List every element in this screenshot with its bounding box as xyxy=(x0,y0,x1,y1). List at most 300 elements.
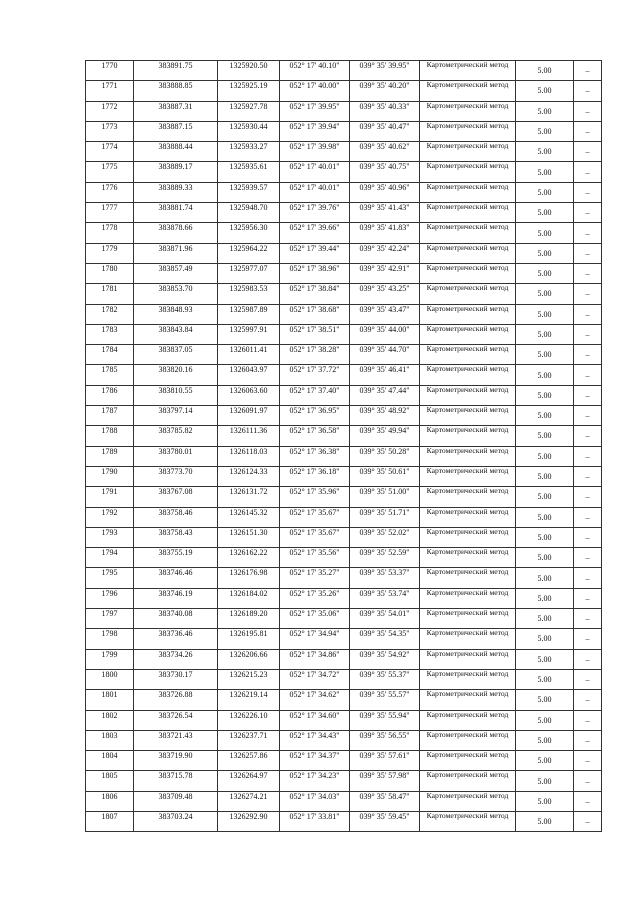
method-cell: Картометрический метод xyxy=(420,751,516,771)
point-number-cell: 1797 xyxy=(86,609,134,629)
note-cell: – xyxy=(574,406,602,426)
x-coordinate-cell: 383746.46 xyxy=(134,568,218,588)
x-coordinate-cell: 383853.70 xyxy=(134,284,218,304)
latitude-cell: 052° 17' 39.44" xyxy=(280,243,350,263)
point-number-cell: 1775 xyxy=(86,162,134,182)
y-coordinate-cell: 1325920.50 xyxy=(218,61,280,81)
latitude-cell: 052° 17' 38.28" xyxy=(280,345,350,365)
x-coordinate-cell: 383726.54 xyxy=(134,710,218,730)
y-coordinate-cell: 1325977.07 xyxy=(218,263,280,283)
method-cell: Картометрический метод xyxy=(420,304,516,324)
latitude-cell: 052° 17' 38.96" xyxy=(280,263,350,283)
method-cell: Картометрический метод xyxy=(420,629,516,649)
y-coordinate-cell: 1326011.41 xyxy=(218,345,280,365)
x-coordinate-cell: 383887.31 xyxy=(134,101,218,121)
note-cell: – xyxy=(574,690,602,710)
note-cell: – xyxy=(574,385,602,405)
accuracy-cell: 5.00 xyxy=(516,61,574,81)
accuracy-cell: 5.00 xyxy=(516,466,574,486)
longitude-cell: 039° 35' 46.41" xyxy=(350,365,420,385)
x-coordinate-cell: 383837.05 xyxy=(134,345,218,365)
latitude-cell: 052° 17' 34.94" xyxy=(280,629,350,649)
point-number-cell: 1805 xyxy=(86,771,134,791)
longitude-cell: 039° 35' 40.75" xyxy=(350,162,420,182)
x-coordinate-cell: 383715.78 xyxy=(134,771,218,791)
longitude-cell: 039° 35' 44.00" xyxy=(350,324,420,344)
point-number-cell: 1780 xyxy=(86,263,134,283)
y-coordinate-cell: 1325964.22 xyxy=(218,243,280,263)
note-cell: – xyxy=(574,751,602,771)
latitude-cell: 052° 17' 34.72" xyxy=(280,669,350,689)
table-row xyxy=(86,690,602,710)
accuracy-cell: 5.00 xyxy=(516,182,574,202)
x-coordinate-cell: 383797.14 xyxy=(134,406,218,426)
x-coordinate-cell: 383888.85 xyxy=(134,81,218,101)
note-cell: – xyxy=(574,324,602,344)
method-cell: Картометрический метод xyxy=(420,61,516,81)
point-number-cell: 1776 xyxy=(86,182,134,202)
accuracy-cell: 5.00 xyxy=(516,142,574,162)
longitude-cell: 039° 35' 41.83" xyxy=(350,223,420,243)
point-number-cell: 1782 xyxy=(86,304,134,324)
y-coordinate-cell: 1326184.02 xyxy=(218,588,280,608)
accuracy-cell: 5.00 xyxy=(516,649,574,669)
x-coordinate-cell: 383721.43 xyxy=(134,730,218,750)
table-row xyxy=(86,710,602,730)
table-row xyxy=(86,263,602,283)
longitude-cell: 039° 35' 57.98" xyxy=(350,771,420,791)
method-cell: Картометрический метод xyxy=(420,527,516,547)
x-coordinate-cell: 383740.08 xyxy=(134,609,218,629)
latitude-cell: 052° 17' 35.27" xyxy=(280,568,350,588)
latitude-cell: 052° 17' 37.72" xyxy=(280,365,350,385)
y-coordinate-cell: 1325930.44 xyxy=(218,121,280,141)
table-row xyxy=(86,142,602,162)
note-cell: – xyxy=(574,81,602,101)
point-number-cell: 1772 xyxy=(86,101,134,121)
method-cell: Картометрический метод xyxy=(420,487,516,507)
method-cell: Картометрический метод xyxy=(420,690,516,710)
y-coordinate-cell: 1326131.72 xyxy=(218,487,280,507)
y-coordinate-cell: 1326176.98 xyxy=(218,568,280,588)
latitude-cell: 052° 17' 34.43" xyxy=(280,730,350,750)
latitude-cell: 052° 17' 40.01" xyxy=(280,182,350,202)
y-coordinate-cell: 1325997.91 xyxy=(218,324,280,344)
x-coordinate-cell: 383746.19 xyxy=(134,588,218,608)
point-number-cell: 1801 xyxy=(86,690,134,710)
point-number-cell: 1796 xyxy=(86,588,134,608)
longitude-cell: 039° 35' 49.94" xyxy=(350,426,420,446)
accuracy-cell: 5.00 xyxy=(516,487,574,507)
longitude-cell: 039° 35' 42.91" xyxy=(350,263,420,283)
longitude-cell: 039° 35' 40.47" xyxy=(350,121,420,141)
note-cell: – xyxy=(574,771,602,791)
accuracy-cell: 5.00 xyxy=(516,121,574,141)
latitude-cell: 052° 17' 34.37" xyxy=(280,751,350,771)
accuracy-cell: 5.00 xyxy=(516,446,574,466)
point-number-cell: 1789 xyxy=(86,446,134,466)
accuracy-cell: 5.00 xyxy=(516,81,574,101)
x-coordinate-cell: 383888.44 xyxy=(134,142,218,162)
table-row xyxy=(86,548,602,568)
accuracy-cell: 5.00 xyxy=(516,203,574,223)
y-coordinate-cell: 1326162.22 xyxy=(218,548,280,568)
accuracy-cell: 5.00 xyxy=(516,426,574,446)
note-cell: – xyxy=(574,203,602,223)
longitude-cell: 039° 35' 50.28" xyxy=(350,446,420,466)
y-coordinate-cell: 1326091.97 xyxy=(218,406,280,426)
coordinates-table-body xyxy=(86,61,602,832)
note-cell: – xyxy=(574,121,602,141)
latitude-cell: 052° 17' 38.84" xyxy=(280,284,350,304)
method-cell: Картометрический метод xyxy=(420,203,516,223)
x-coordinate-cell: 383810.55 xyxy=(134,385,218,405)
accuracy-cell: 5.00 xyxy=(516,751,574,771)
latitude-cell: 052° 17' 40.10" xyxy=(280,61,350,81)
y-coordinate-cell: 1326237.71 xyxy=(218,730,280,750)
coordinates-table xyxy=(85,60,602,832)
accuracy-cell: 5.00 xyxy=(516,690,574,710)
table-row xyxy=(86,466,602,486)
table-row xyxy=(86,223,602,243)
accuracy-cell: 5.00 xyxy=(516,223,574,243)
y-coordinate-cell: 1326219.14 xyxy=(218,690,280,710)
longitude-cell: 039° 35' 53.74" xyxy=(350,588,420,608)
longitude-cell: 039° 35' 55.37" xyxy=(350,669,420,689)
point-number-cell: 1786 xyxy=(86,385,134,405)
note-cell: – xyxy=(574,629,602,649)
y-coordinate-cell: 1326292.90 xyxy=(218,811,280,831)
x-coordinate-cell: 383730.17 xyxy=(134,669,218,689)
note-cell: – xyxy=(574,507,602,527)
x-coordinate-cell: 383767.08 xyxy=(134,487,218,507)
y-coordinate-cell: 1326195.81 xyxy=(218,629,280,649)
point-number-cell: 1783 xyxy=(86,324,134,344)
longitude-cell: 039° 35' 54.01" xyxy=(350,609,420,629)
longitude-cell: 039° 35' 55.57" xyxy=(350,690,420,710)
point-number-cell: 1807 xyxy=(86,811,134,831)
point-number-cell: 1777 xyxy=(86,203,134,223)
method-cell: Картометрический метод xyxy=(420,730,516,750)
method-cell: Картометрический метод xyxy=(420,162,516,182)
accuracy-cell: 5.00 xyxy=(516,284,574,304)
longitude-cell: 039° 35' 58.47" xyxy=(350,791,420,811)
note-cell: – xyxy=(574,548,602,568)
method-cell: Картометрический метод xyxy=(420,609,516,629)
table-row xyxy=(86,182,602,202)
accuracy-cell: 5.00 xyxy=(516,548,574,568)
method-cell: Картометрический метод xyxy=(420,142,516,162)
longitude-cell: 039° 35' 57.61" xyxy=(350,751,420,771)
method-cell: Картометрический метод xyxy=(420,811,516,831)
accuracy-cell: 5.00 xyxy=(516,568,574,588)
y-coordinate-cell: 1326226.10 xyxy=(218,710,280,730)
accuracy-cell: 5.00 xyxy=(516,406,574,426)
note-cell: – xyxy=(574,365,602,385)
y-coordinate-cell: 1326151.30 xyxy=(218,527,280,547)
table-row xyxy=(86,568,602,588)
y-coordinate-cell: 1325933.27 xyxy=(218,142,280,162)
accuracy-cell: 5.00 xyxy=(516,243,574,263)
y-coordinate-cell: 1325925.19 xyxy=(218,81,280,101)
latitude-cell: 052° 17' 35.06" xyxy=(280,609,350,629)
point-number-cell: 1806 xyxy=(86,791,134,811)
method-cell: Картометрический метод xyxy=(420,507,516,527)
y-coordinate-cell: 1325939.57 xyxy=(218,182,280,202)
point-number-cell: 1784 xyxy=(86,345,134,365)
x-coordinate-cell: 383758.43 xyxy=(134,527,218,547)
x-coordinate-cell: 383889.33 xyxy=(134,182,218,202)
table-row xyxy=(86,487,602,507)
latitude-cell: 052° 17' 39.94" xyxy=(280,121,350,141)
y-coordinate-cell: 1326257.86 xyxy=(218,751,280,771)
x-coordinate-cell: 383871.96 xyxy=(134,243,218,263)
y-coordinate-cell: 1326189.20 xyxy=(218,609,280,629)
x-coordinate-cell: 383736.46 xyxy=(134,629,218,649)
point-number-cell: 1800 xyxy=(86,669,134,689)
method-cell: Картометрический метод xyxy=(420,791,516,811)
method-cell: Картометрический метод xyxy=(420,771,516,791)
latitude-cell: 052° 17' 34.86" xyxy=(280,649,350,669)
y-coordinate-cell: 1325987.89 xyxy=(218,304,280,324)
x-coordinate-cell: 383887.15 xyxy=(134,121,218,141)
table-row xyxy=(86,771,602,791)
note-cell: – xyxy=(574,669,602,689)
method-cell: Картометрический метод xyxy=(420,182,516,202)
longitude-cell: 039° 35' 53.37" xyxy=(350,568,420,588)
latitude-cell: 052° 17' 40.01" xyxy=(280,162,350,182)
method-cell: Картометрический метод xyxy=(420,466,516,486)
y-coordinate-cell: 1326206.66 xyxy=(218,649,280,669)
note-cell: – xyxy=(574,304,602,324)
x-coordinate-cell: 383889.17 xyxy=(134,162,218,182)
method-cell: Картометрический метод xyxy=(420,284,516,304)
method-cell: Картометрический метод xyxy=(420,365,516,385)
accuracy-cell: 5.00 xyxy=(516,730,574,750)
point-number-cell: 1778 xyxy=(86,223,134,243)
note-cell: – xyxy=(574,811,602,831)
table-row xyxy=(86,649,602,669)
longitude-cell: 039° 35' 52.02" xyxy=(350,527,420,547)
accuracy-cell: 5.00 xyxy=(516,385,574,405)
x-coordinate-cell: 383719.90 xyxy=(134,751,218,771)
latitude-cell: 052° 17' 38.51" xyxy=(280,324,350,344)
table-row xyxy=(86,629,602,649)
longitude-cell: 039° 35' 42.24" xyxy=(350,243,420,263)
latitude-cell: 052° 17' 40.00" xyxy=(280,81,350,101)
x-coordinate-cell: 383755.19 xyxy=(134,548,218,568)
note-cell: – xyxy=(574,446,602,466)
longitude-cell: 039° 35' 59.45" xyxy=(350,811,420,831)
point-number-cell: 1770 xyxy=(86,61,134,81)
note-cell: – xyxy=(574,243,602,263)
y-coordinate-cell: 1326215.23 xyxy=(218,669,280,689)
longitude-cell: 039° 35' 41.43" xyxy=(350,203,420,223)
longitude-cell: 039° 35' 40.33" xyxy=(350,101,420,121)
latitude-cell: 052° 17' 39.98" xyxy=(280,142,350,162)
point-number-cell: 1781 xyxy=(86,284,134,304)
point-number-cell: 1802 xyxy=(86,710,134,730)
table-row xyxy=(86,811,602,831)
latitude-cell: 052° 17' 39.66" xyxy=(280,223,350,243)
note-cell: – xyxy=(574,345,602,365)
latitude-cell: 052° 17' 37.40" xyxy=(280,385,350,405)
latitude-cell: 052° 17' 36.58" xyxy=(280,426,350,446)
longitude-cell: 039° 35' 40.62" xyxy=(350,142,420,162)
method-cell: Картометрический метод xyxy=(420,710,516,730)
x-coordinate-cell: 383758.46 xyxy=(134,507,218,527)
note-cell: – xyxy=(574,568,602,588)
latitude-cell: 052° 17' 34.62" xyxy=(280,690,350,710)
y-coordinate-cell: 1326274.21 xyxy=(218,791,280,811)
point-number-cell: 1779 xyxy=(86,243,134,263)
y-coordinate-cell: 1326264.97 xyxy=(218,771,280,791)
latitude-cell: 052° 17' 35.26" xyxy=(280,588,350,608)
longitude-cell: 039° 35' 40.96" xyxy=(350,182,420,202)
note-cell: – xyxy=(574,162,602,182)
point-number-cell: 1794 xyxy=(86,548,134,568)
y-coordinate-cell: 1326145.32 xyxy=(218,507,280,527)
table-row xyxy=(86,507,602,527)
method-cell: Картометрический метод xyxy=(420,385,516,405)
longitude-cell: 039° 35' 55.94" xyxy=(350,710,420,730)
longitude-cell: 039° 35' 43.25" xyxy=(350,284,420,304)
y-coordinate-cell: 1326124.33 xyxy=(218,466,280,486)
point-number-cell: 1795 xyxy=(86,568,134,588)
point-number-cell: 1774 xyxy=(86,142,134,162)
table-row xyxy=(86,669,602,689)
latitude-cell: 052° 17' 39.95" xyxy=(280,101,350,121)
latitude-cell: 052° 17' 36.38" xyxy=(280,446,350,466)
longitude-cell: 039° 35' 56.55" xyxy=(350,730,420,750)
table-row xyxy=(86,81,602,101)
accuracy-cell: 5.00 xyxy=(516,162,574,182)
longitude-cell: 039° 35' 40.20" xyxy=(350,81,420,101)
y-coordinate-cell: 1326118.03 xyxy=(218,446,280,466)
accuracy-cell: 5.00 xyxy=(516,527,574,547)
latitude-cell: 052° 17' 36.18" xyxy=(280,466,350,486)
point-number-cell: 1790 xyxy=(86,466,134,486)
method-cell: Картометрический метод xyxy=(420,223,516,243)
accuracy-cell: 5.00 xyxy=(516,304,574,324)
longitude-cell: 039° 35' 47.44" xyxy=(350,385,420,405)
note-cell: – xyxy=(574,466,602,486)
table-row xyxy=(86,730,602,750)
note-cell: – xyxy=(574,223,602,243)
note-cell: – xyxy=(574,791,602,811)
note-cell: – xyxy=(574,649,602,669)
longitude-cell: 039° 35' 39.95" xyxy=(350,61,420,81)
table-row xyxy=(86,203,602,223)
accuracy-cell: 5.00 xyxy=(516,101,574,121)
latitude-cell: 052° 17' 34.60" xyxy=(280,710,350,730)
table-row xyxy=(86,304,602,324)
table-row xyxy=(86,527,602,547)
table-row xyxy=(86,385,602,405)
method-cell: Картометрический метод xyxy=(420,121,516,141)
method-cell: Картометрический метод xyxy=(420,568,516,588)
table-row xyxy=(86,365,602,385)
point-number-cell: 1792 xyxy=(86,507,134,527)
point-number-cell: 1791 xyxy=(86,487,134,507)
method-cell: Картометрический метод xyxy=(420,669,516,689)
x-coordinate-cell: 383857.49 xyxy=(134,263,218,283)
latitude-cell: 052° 17' 35.67" xyxy=(280,507,350,527)
y-coordinate-cell: 1325948.70 xyxy=(218,203,280,223)
x-coordinate-cell: 383734.26 xyxy=(134,649,218,669)
latitude-cell: 052° 17' 36.95" xyxy=(280,406,350,426)
longitude-cell: 039° 35' 51.71" xyxy=(350,507,420,527)
accuracy-cell: 5.00 xyxy=(516,771,574,791)
method-cell: Картометрический метод xyxy=(420,446,516,466)
longitude-cell: 039° 35' 52.59" xyxy=(350,548,420,568)
x-coordinate-cell: 383773.70 xyxy=(134,466,218,486)
method-cell: Картометрический метод xyxy=(420,101,516,121)
point-number-cell: 1787 xyxy=(86,406,134,426)
point-number-cell: 1804 xyxy=(86,751,134,771)
accuracy-cell: 5.00 xyxy=(516,263,574,283)
method-cell: Картометрический метод xyxy=(420,263,516,283)
table-row xyxy=(86,446,602,466)
x-coordinate-cell: 383703.24 xyxy=(134,811,218,831)
y-coordinate-cell: 1326063.60 xyxy=(218,385,280,405)
note-cell: – xyxy=(574,142,602,162)
longitude-cell: 039° 35' 54.92" xyxy=(350,649,420,669)
note-cell: – xyxy=(574,263,602,283)
point-number-cell: 1798 xyxy=(86,629,134,649)
point-number-cell: 1799 xyxy=(86,649,134,669)
latitude-cell: 052° 17' 34.03" xyxy=(280,791,350,811)
method-cell: Картометрический метод xyxy=(420,588,516,608)
table-row xyxy=(86,243,602,263)
accuracy-cell: 5.00 xyxy=(516,629,574,649)
accuracy-cell: 5.00 xyxy=(516,324,574,344)
latitude-cell: 052° 17' 38.68" xyxy=(280,304,350,324)
accuracy-cell: 5.00 xyxy=(516,588,574,608)
method-cell: Картометрический метод xyxy=(420,345,516,365)
point-number-cell: 1793 xyxy=(86,527,134,547)
point-number-cell: 1788 xyxy=(86,426,134,446)
point-number-cell: 1773 xyxy=(86,121,134,141)
table-row xyxy=(86,61,602,81)
table-row xyxy=(86,345,602,365)
method-cell: Картометрический метод xyxy=(420,426,516,446)
table-row xyxy=(86,426,602,446)
table-row xyxy=(86,162,602,182)
note-cell: – xyxy=(574,527,602,547)
y-coordinate-cell: 1325956.30 xyxy=(218,223,280,243)
point-number-cell: 1803 xyxy=(86,730,134,750)
method-cell: Картометрический метод xyxy=(420,548,516,568)
x-coordinate-cell: 383726.88 xyxy=(134,690,218,710)
note-cell: – xyxy=(574,61,602,81)
note-cell: – xyxy=(574,710,602,730)
note-cell: – xyxy=(574,487,602,507)
longitude-cell: 039° 35' 50.61" xyxy=(350,466,420,486)
table-row xyxy=(86,284,602,304)
note-cell: – xyxy=(574,284,602,304)
note-cell: – xyxy=(574,730,602,750)
y-coordinate-cell: 1325935.61 xyxy=(218,162,280,182)
latitude-cell: 052° 17' 39.76" xyxy=(280,203,350,223)
accuracy-cell: 5.00 xyxy=(516,609,574,629)
y-coordinate-cell: 1325983.53 xyxy=(218,284,280,304)
latitude-cell: 052° 17' 33.81" xyxy=(280,811,350,831)
latitude-cell: 052° 17' 35.96" xyxy=(280,487,350,507)
accuracy-cell: 5.00 xyxy=(516,811,574,831)
method-cell: Картометрический метод xyxy=(420,324,516,344)
latitude-cell: 052° 17' 35.67" xyxy=(280,527,350,547)
